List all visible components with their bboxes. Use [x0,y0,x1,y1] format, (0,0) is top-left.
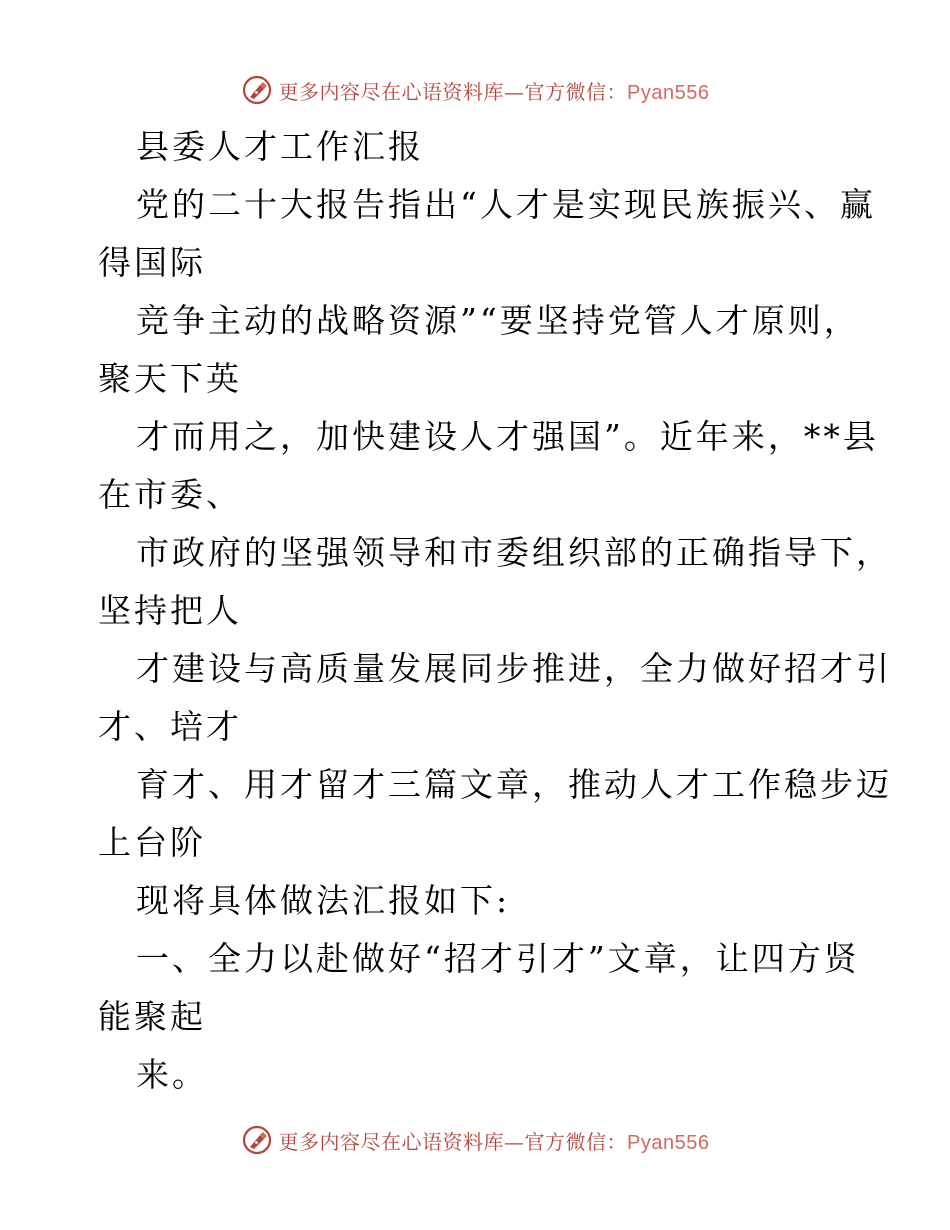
pen-nib-circle-icon [241,74,273,106]
watermark-wechat-id: Pyan556 [627,81,710,104]
text-line: 市政府的坚强领导和市委组织部的正确指导下， [136,533,892,572]
text-line: 党的二十大报告指出“人才是实现民族振兴、赢 [136,185,876,224]
pen-nib-circle-icon [241,1124,273,1156]
text-line: 聚天下英 [98,359,242,398]
watermark-group [241,1124,710,1156]
watermark-label: 更多内容尽在心语资料库—官方微信： [278,79,628,104]
text-line: 来。 [136,1055,208,1094]
text-line: 才而用之，加快建设人才强国”。近年来，**县 [136,417,879,456]
text-line: 才、培才 [98,707,242,746]
text-line: 得国际 [98,243,206,282]
text-line: 坚持把人 [98,591,242,630]
text-line: 在市委、 [98,475,242,514]
watermark-wechat-id: Pyan556 [627,1131,710,1154]
text-line: 上台阶 [98,823,206,862]
text-line: 一、全力以赴做好“招才引才”文章，让四方贤 [136,939,860,978]
watermark-label: 更多内容尽在心语资料库—官方微信： [278,1129,628,1154]
footer-watermark [0,1120,950,1160]
document-title: 县委人才工作汇报 [136,127,424,166]
header-watermark [0,70,950,110]
text-line: 竞争主动的战略资源”“要坚持党管人才原则， [136,301,860,340]
text-line: 现将具体做法汇报如下: [136,881,511,920]
document-body [98,118,892,1104]
text-line: 能聚起 [98,997,206,1036]
text-line: 才建设与高质量发展同步推进，全力做好招才引 [136,649,892,688]
text-line: 育才、用才留才三篇文章，推动人才工作稳步迈 [136,765,892,804]
watermark-text [279,1126,710,1155]
watermark-group [241,74,710,106]
watermark-text [279,76,710,105]
